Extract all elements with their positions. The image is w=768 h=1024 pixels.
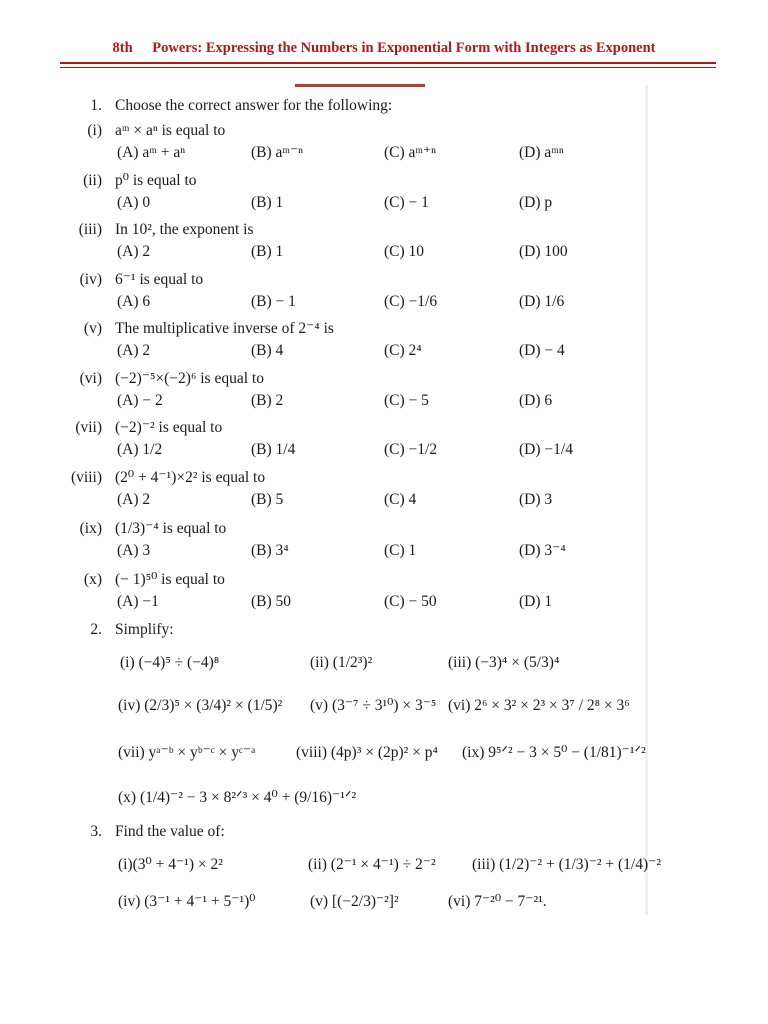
q1-option-b: (B) 3⁴ (251, 542, 289, 559)
q1-option-d: (D) − 4 (519, 342, 565, 359)
q1-option-a: (A) 0 (117, 194, 151, 211)
q2-vi: (vi) 2⁶ × 3² × 2³ × 3⁷ / 2⁸ × 3⁶ (448, 697, 630, 714)
q1-option-c: (C) 10 (384, 243, 425, 260)
q1-option-a: (A) 2 (117, 342, 151, 359)
q1-instruction: Choose the correct answer for the following: (115, 97, 393, 114)
page-edge-shade (645, 85, 648, 915)
q1-option-c: (C) −1/2 (384, 441, 438, 458)
q1-option-c: (C) 4 (384, 491, 417, 508)
q1-item-number: (iv) (79, 271, 102, 288)
q2-iii: (iii) (−3)⁴ × (5/3)⁴ (448, 654, 560, 671)
q1-option-c: (C) 1 (384, 542, 417, 559)
q1-option-d: (D) 1 (519, 593, 553, 610)
q1-option-c: (C) − 5 (384, 392, 429, 409)
q1-item-number: (vi) (79, 370, 102, 387)
q1-option-b: (B) 50 (251, 593, 292, 610)
q1-item-stem: (2⁰ + 4⁻¹)×2² is equal to (115, 469, 266, 486)
q1-option-d: (D) 100 (519, 243, 568, 260)
q1-item-stem: (1/3)⁻⁴ is equal to (115, 520, 227, 537)
page-header (0, 40, 768, 57)
q2-ix: (ix) 9⁵ᐟ² − 3 × 5⁰ − (1/81)⁻¹ᐟ² (462, 744, 646, 761)
q1-option-d: (D) 6 (519, 392, 553, 409)
q3-v: (v) [(−2/3)⁻²]² (310, 893, 399, 910)
q1-item-number: (ii) (83, 172, 102, 189)
q1-option-a: (A) 2 (117, 243, 151, 260)
q3-vi: (vi) 7⁻²⁰ − 7⁻²¹. (448, 893, 547, 910)
q1-option-c: (C) − 1 (384, 194, 429, 211)
q1-option-a: (A) 3 (117, 542, 151, 559)
q2-x: (x) (1/4)⁻² − 3 × 8²ᐟ³ × 4⁰ + (9/16)⁻¹ᐟ² (118, 789, 357, 806)
q1-item-stem: The multiplicative inverse of 2⁻⁴ is (115, 320, 334, 337)
q1-option-b: (B) 4 (251, 342, 284, 359)
q1-item-stem: (− 1)⁵⁰ is equal to (115, 571, 225, 588)
q2-v: (v) (3⁻⁷ ÷ 3¹⁰) × 3⁻⁵ (310, 697, 437, 714)
q1-option-c: (C) −1/6 (384, 293, 438, 310)
q1-option-a: (A) − 2 (117, 392, 163, 409)
chapter-title: Powers: Expressing the Numbers in Exponential Form with Integers as Exponent (152, 40, 656, 56)
q1-item-number: (vii) (75, 419, 102, 436)
section-marker (295, 84, 425, 87)
q1-option-d: (D) p (519, 194, 553, 211)
q1-option-b: (B) 1 (251, 243, 284, 260)
q1-item-stem: aᵐ × aⁿ is equal to (115, 122, 226, 139)
q1-option-b: (B) aᵐ⁻ⁿ (251, 144, 304, 161)
q1-option-c: (C) 2⁴ (384, 342, 422, 359)
q2-number: 2. (90, 621, 102, 638)
q1-item-stem: p⁰ is equal to (115, 172, 197, 189)
q1-option-c: (C) − 50 (384, 593, 437, 610)
q1-item-stem: (−2)⁻² is equal to (115, 419, 223, 436)
q1-item-stem: (−2)⁻⁵×(−2)⁶ is equal to (115, 370, 264, 387)
q1-item-stem: 6⁻¹ is equal to (115, 271, 204, 288)
q2-iv: (iv) (2/3)⁵ × (3/4)² × (1/5)² (118, 697, 283, 714)
q3-ii: (ii) (2⁻¹ × 4⁻¹) ÷ 2⁻² (308, 856, 436, 873)
q1-option-b: (B) 1 (251, 194, 284, 211)
q1-option-d: (D) 3⁻⁴ (519, 542, 566, 559)
q1-item-number: (ix) (79, 520, 102, 537)
q1-option-c: (C) aᵐ⁺ⁿ (384, 144, 437, 161)
q1-item-stem: In 10², the exponent is (115, 221, 254, 238)
q2-instruction: Simplify: (115, 621, 174, 638)
q2-ii: (ii) (1/2³)² (310, 654, 373, 671)
q1-number: 1. (90, 97, 102, 114)
q1-option-b: (B) 2 (251, 392, 284, 409)
q1-option-a: (A) 6 (117, 293, 151, 310)
header-rule-thin (60, 67, 716, 68)
q3-iii: (iii) (1/2)⁻² + (1/3)⁻² + (1/4)⁻² (472, 856, 661, 873)
q1-option-a: (A) −1 (117, 593, 159, 610)
q3-iv: (iv) (3⁻¹ + 4⁻¹ + 5⁻¹)⁰ (118, 893, 256, 910)
q1-item-number: (i) (87, 122, 102, 139)
q1-item-number: (viii) (71, 469, 102, 486)
q1-item-number: (x) (83, 571, 102, 588)
q2-i: (i) (−4)⁵ ÷ (−4)⁸ (120, 654, 220, 671)
q1-option-b: (B) 5 (251, 491, 284, 508)
q1-option-a: (A) 1/2 (117, 441, 163, 458)
q3-i: (i)(3⁰ + 4⁻¹) × 2² (118, 856, 223, 873)
q1-option-a: (A) aᵐ + aⁿ (117, 144, 186, 161)
q1-option-d: (D) −1/4 (519, 441, 573, 458)
q1-option-d: (D) 3 (519, 491, 553, 508)
q1-option-b: (B) 1/4 (251, 441, 296, 458)
grade-label: 8th (112, 40, 133, 56)
q1-item-number: (iii) (78, 221, 102, 238)
header-rule-thick (60, 62, 716, 64)
q2-vii: (vii) yᵃ⁻ᵇ × yᵇ⁻ᶜ × yᶜ⁻ᵃ (118, 744, 256, 761)
q1-option-d: (D) 1/6 (519, 293, 565, 310)
q1-option-b: (B) − 1 (251, 293, 296, 310)
q1-option-a: (A) 2 (117, 491, 151, 508)
q3-number: 3. (90, 823, 102, 840)
q3-instruction: Find the value of: (115, 823, 225, 840)
q1-item-number: (v) (83, 320, 102, 337)
q2-viii: (viii) (4p)³ × (2p)² × p⁴ (296, 744, 438, 761)
q1-option-d: (D) aᵐⁿ (519, 144, 564, 161)
